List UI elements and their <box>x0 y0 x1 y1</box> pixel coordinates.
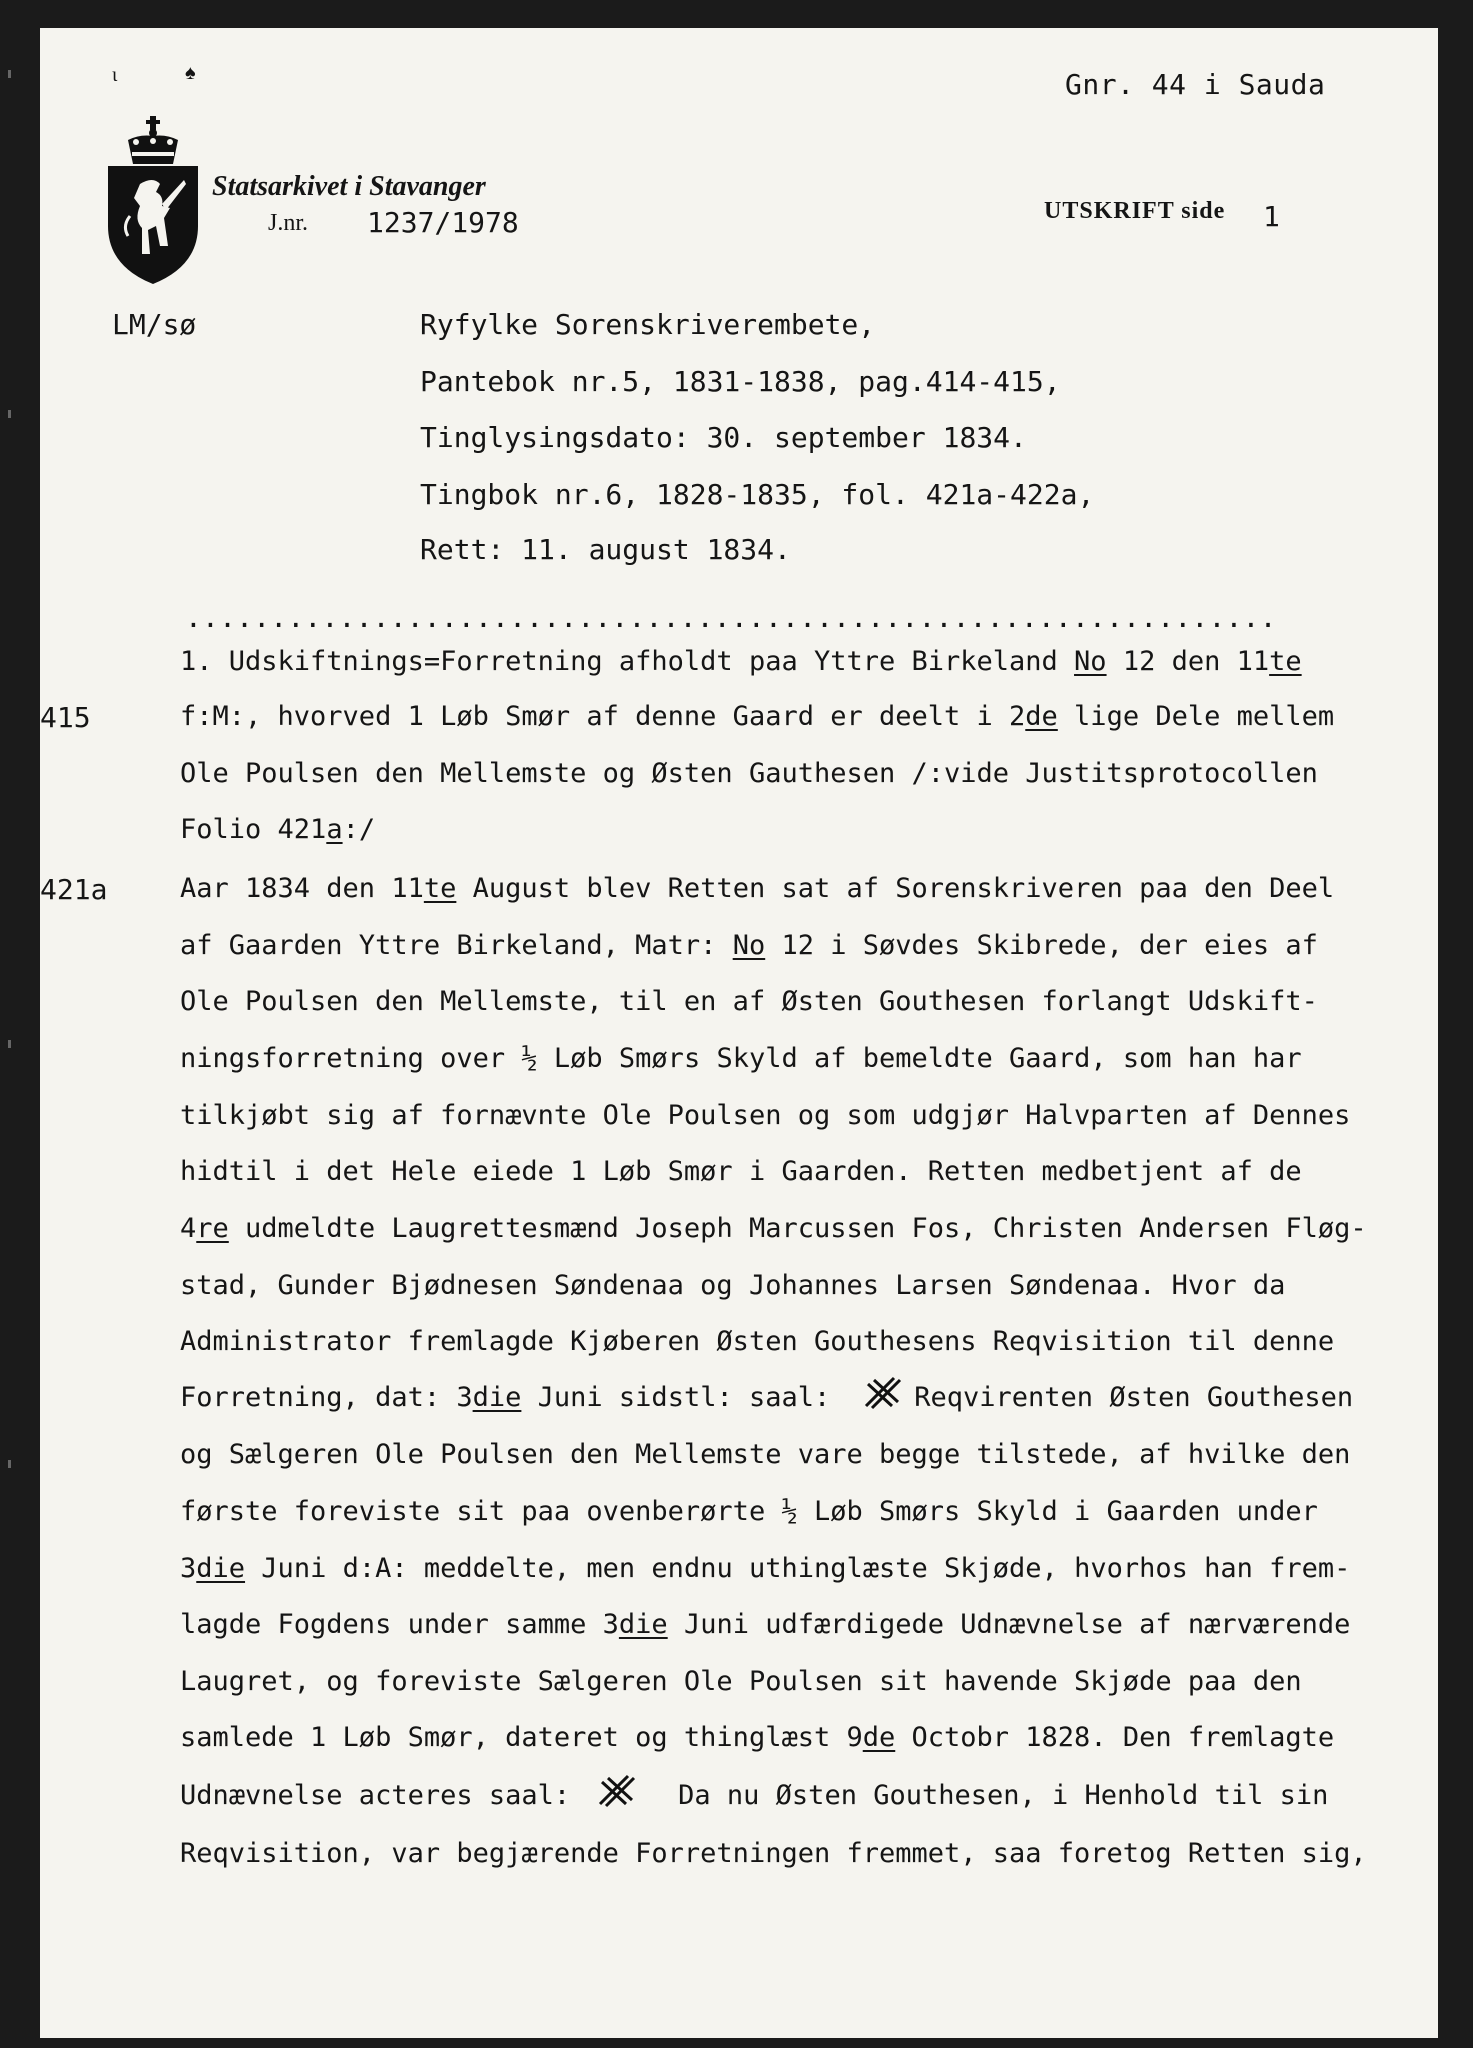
coat-of-arms-icon <box>98 106 208 284</box>
crossed-insertion-mark-icon <box>596 1772 636 1808</box>
source-line: Tinglysingsdato: 30. september 1834. <box>420 421 1027 454</box>
margin-folio: 415 <box>40 701 91 734</box>
text-line: Reqvisition, var begjærende Forretningen fremmet, saa foretog Retten sig, <box>180 1838 1367 1869</box>
text-line: og Sælgeren Ole Poulsen den Mellemste vare begge tilstede, af hvilke den <box>180 1439 1351 1470</box>
text-line: Laugret, og foreviste Sælgeren Ole Poulsen sit havende Skjøde paa den <box>180 1666 1302 1697</box>
typist-initials: LM/sø <box>112 308 197 341</box>
edge-mark <box>8 70 11 78</box>
corner-mark: ι <box>112 64 118 86</box>
archive-name: Statsarkivet i Stavanger <box>212 171 486 202</box>
source-line: Rett: 11. august 1834. <box>420 533 791 566</box>
text-line: tilkjøbt sig af fornævnte Ole Poulsen og som udgjør Halvparten af Dennes <box>180 1100 1351 1131</box>
crossed-insertion-mark-icon <box>862 1374 902 1410</box>
journal-number: 1237/1978 <box>367 206 519 239</box>
farm-number: Gnr. 44 i Sauda <box>1065 68 1326 101</box>
text-line: Folio 421a:/ <box>180 814 376 845</box>
text-line: Forretning, dat: 3die Juni sidstl: saal: Reqvirenten Østen Gouthesen <box>180 1382 1354 1413</box>
separator-dots: ................................................................ <box>185 601 1277 634</box>
text-line: Ole Poulsen den Mellemste og Østen Gauthesen /:vide Justitsprotocollen <box>180 758 1318 789</box>
corner-mark: ♠ <box>185 62 196 84</box>
page-number: 1 <box>1263 200 1280 233</box>
text-line: hidtil i det Hele eiede 1 Løb Smør i Gaarden. Retten medbetjent af de <box>180 1156 1302 1187</box>
edge-mark <box>8 1040 11 1048</box>
document-page <box>40 28 1438 2038</box>
text-line: Aar 1834 den 11te August blev Retten sat af Sorenskriveren paa den Deel <box>180 873 1335 904</box>
text-line: ningsforretning over ½ Løb Smørs Skyld af bemeldte Gaard, som han har <box>180 1043 1302 1074</box>
text-line: 4re udmeldte Laugrettesmænd Joseph Marcussen Fos, Christen Andersen Fløg- <box>180 1213 1367 1244</box>
text-line: 1. Udskiftnings=Forretning afholdt paa Yttre Birkeland No 12 den 11te <box>180 646 1302 677</box>
text-line: Ole Poulsen den Mellemste, til en af Østen Gouthesen forlangt Udskift- <box>180 986 1318 1017</box>
text-line: stad, Gunder Bjødnesen Søndenaa og Johannes Larsen Søndenaa. Hvor da <box>180 1270 1286 1301</box>
source-line: Ryfylke Sorenskriverembete, <box>420 308 876 341</box>
source-line: Pantebok nr.5, 1831-1838, pag.414-415, <box>420 365 1061 398</box>
edge-mark <box>8 410 11 418</box>
text-line: 3die Juni d:A: meddelte, men endnu uthinglæste Skjøde, hvorhos han frem- <box>180 1553 1351 1584</box>
text-line: Udnævnelse acteres saal: Da nu Østen Gouthesen, i Henhold til sin <box>180 1780 1329 1811</box>
text-line: Administrator fremlagde Kjøberen Østen Gouthesens Reqvisition til denne <box>180 1326 1335 1357</box>
source-line: Tingbok nr.6, 1828-1835, fol. 421a-422a, <box>420 478 1095 511</box>
text-line: f:M:, hvorved 1 Løb Smør af denne Gaard er deelt i 2de lige Dele mellem <box>180 701 1335 732</box>
journal-number-label: J.nr. <box>268 210 309 236</box>
margin-folio: 421a <box>40 873 108 906</box>
text-line: lagde Fogdens under samme 3die Juni udfærdigede Udnævnelse af nærværende <box>180 1609 1351 1640</box>
transcript-label: UTSKRIFT side <box>1044 198 1226 224</box>
text-line: første foreviste sit paa ovenberørte ½ Løb Smørs Skyld i Gaarden under <box>180 1496 1318 1527</box>
edge-mark <box>8 1460 11 1468</box>
text-line: samlede 1 Løb Smør, dateret og thinglæst 9de Octobr 1828. Den fremlagte <box>180 1722 1335 1753</box>
text-line: af Gaarden Yttre Birkeland, Matr: No 12 i Søvdes Skibrede, der eies af <box>180 930 1318 961</box>
